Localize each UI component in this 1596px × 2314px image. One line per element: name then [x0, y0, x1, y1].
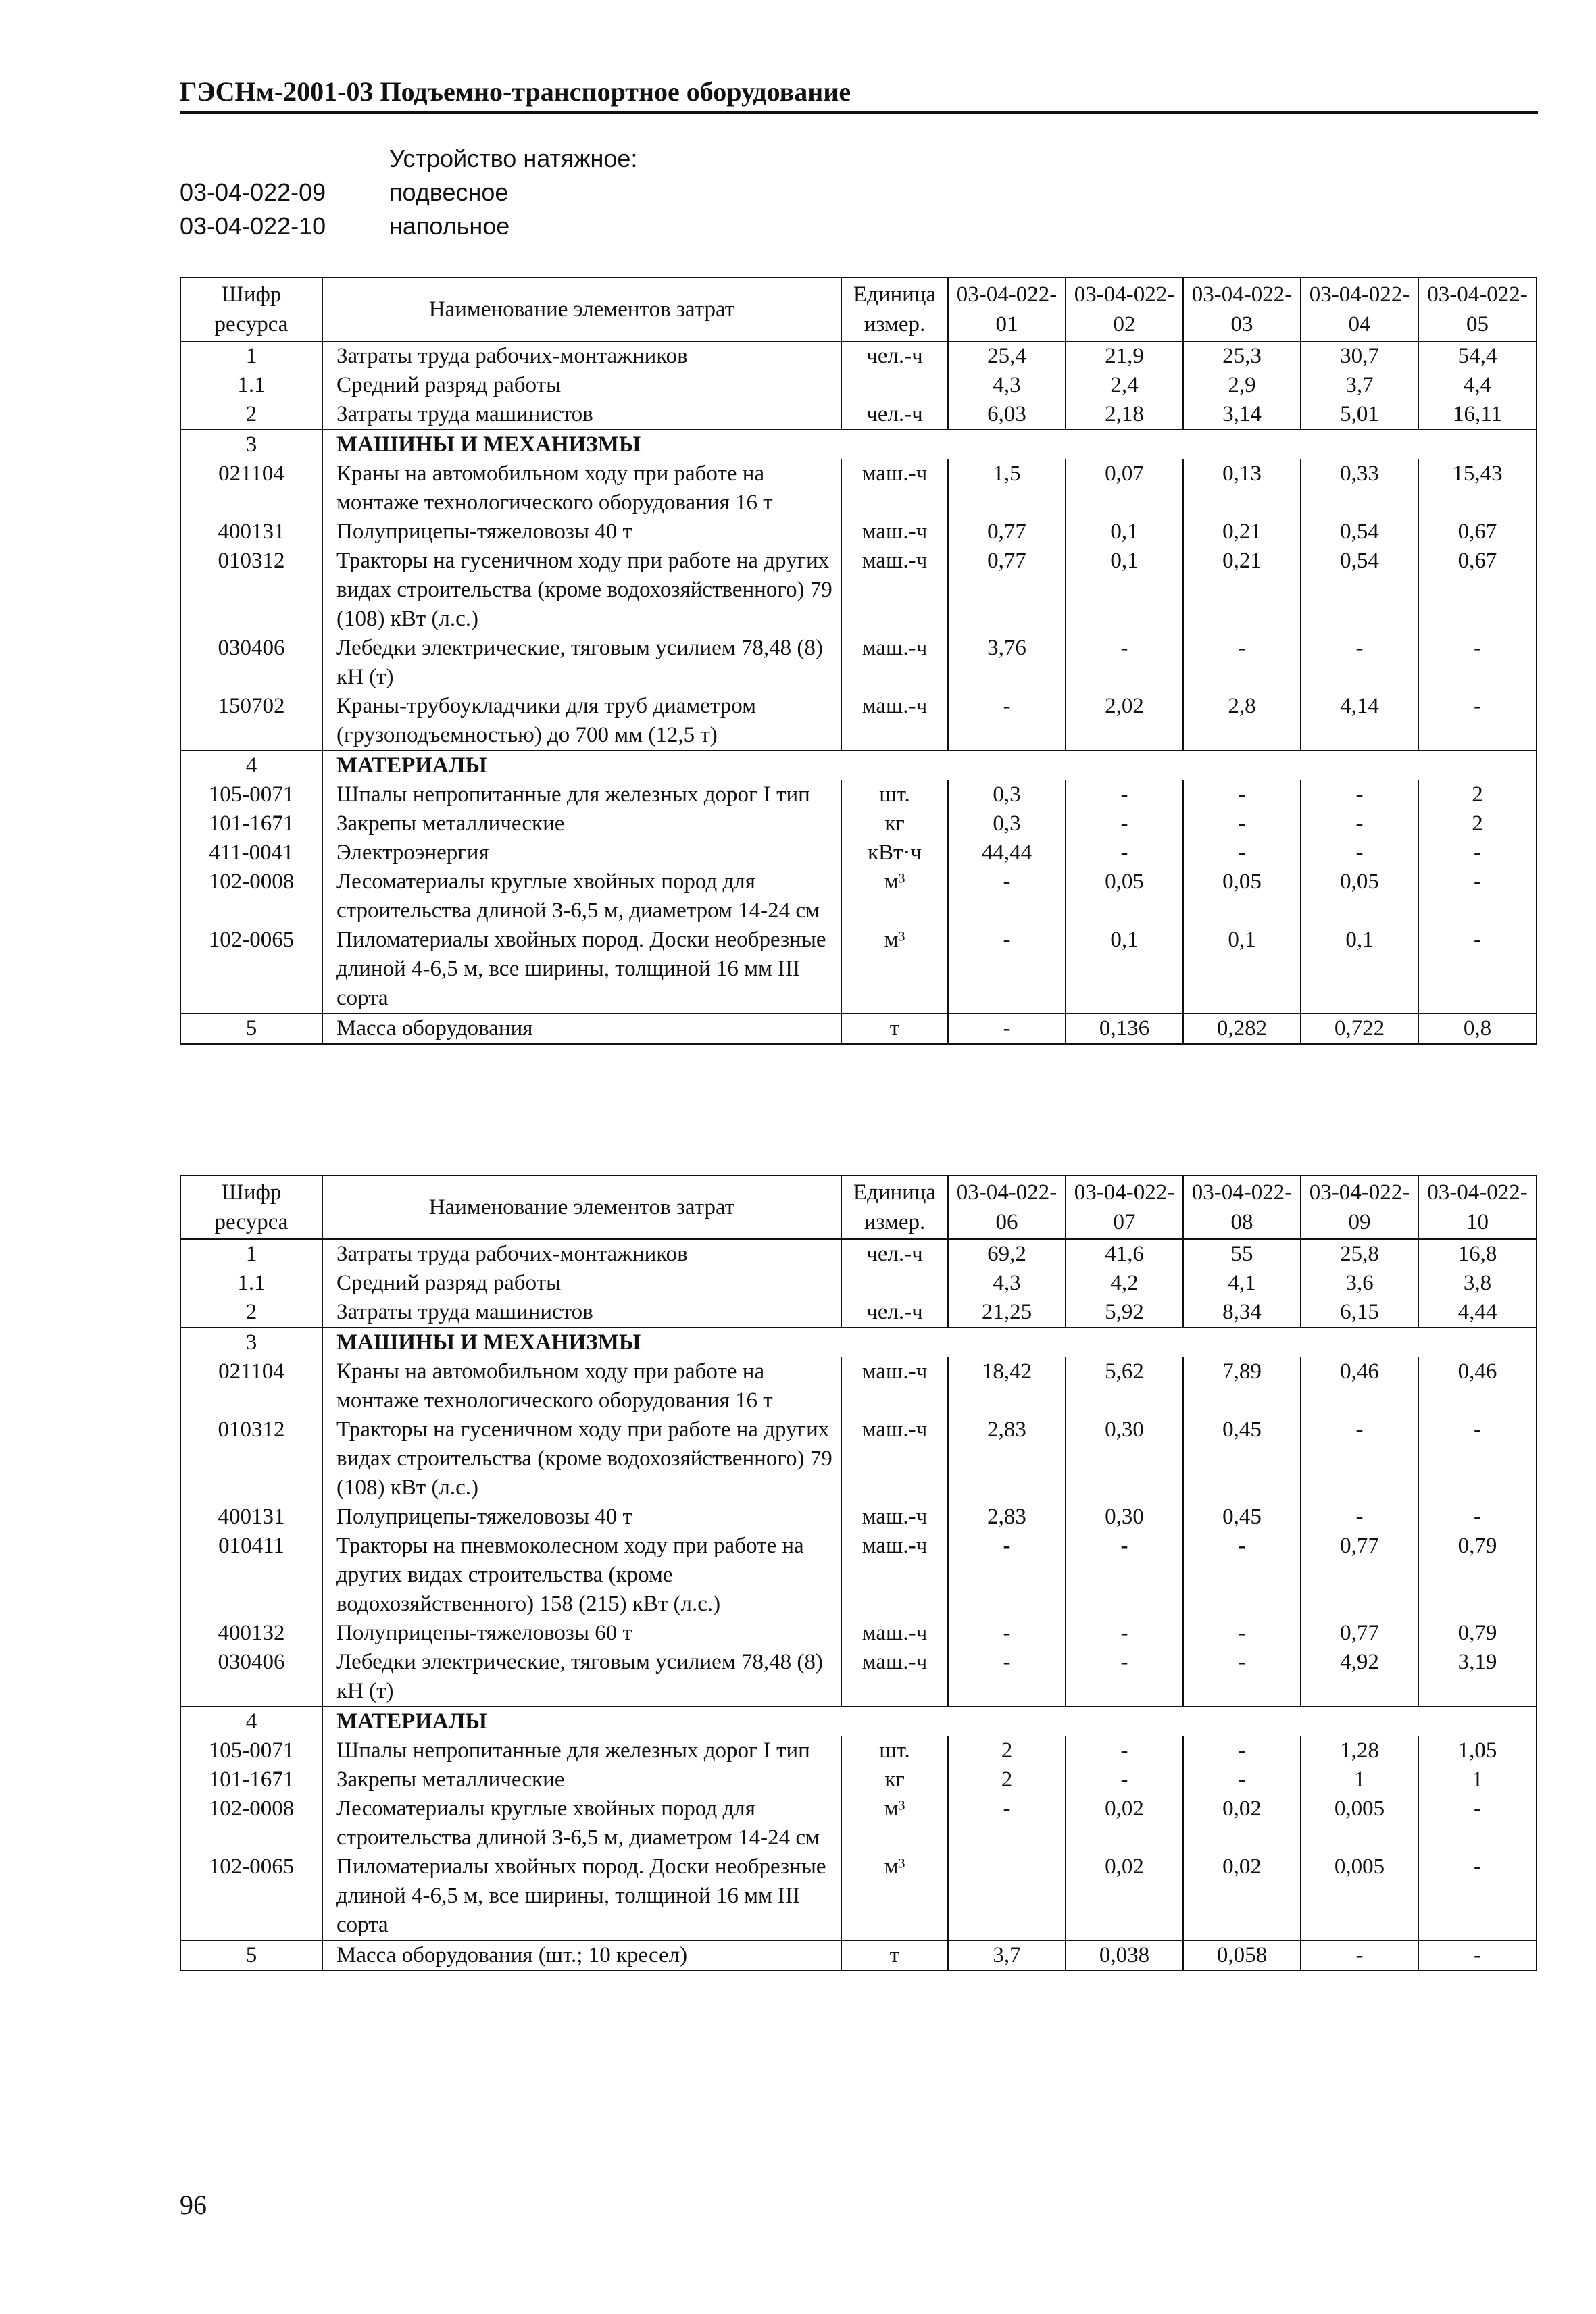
- section-title: МАТЕРИАЛЫ: [322, 1707, 1537, 1736]
- value-cell: 0,1: [1066, 926, 1183, 1013]
- resource-code: 021104: [180, 459, 322, 518]
- value-cell: -: [1183, 1736, 1301, 1765]
- table-row: [180, 547, 1537, 634]
- table-row: [180, 1415, 1537, 1503]
- value-cell: 3,7: [1301, 371, 1418, 400]
- unit: чел.-ч: [841, 400, 948, 430]
- resource-code: 021104: [180, 1357, 322, 1415]
- unit: кВт·ч: [841, 838, 948, 867]
- value-cell: 0,02: [1066, 1853, 1183, 1940]
- resource-code: 2: [180, 400, 322, 430]
- value-cell: -: [1418, 867, 1537, 926]
- value-cell: 4,1: [1183, 1269, 1301, 1298]
- section-row: [180, 1707, 1537, 1736]
- value-cell: 0,30: [1066, 1415, 1183, 1503]
- resource-code: 102-0065: [180, 1853, 322, 1940]
- value-cell: 21,25: [948, 1298, 1066, 1328]
- value-cell: 3,8: [1418, 1269, 1537, 1298]
- value-cell: -: [1418, 1415, 1537, 1503]
- header-column-code: 03-04-022-09: [1301, 1176, 1418, 1239]
- header-column-code: 03-04-022-04: [1301, 278, 1418, 341]
- resource-code: 4: [180, 751, 322, 780]
- value-cell: 0,02: [1183, 1794, 1301, 1853]
- table-row: [180, 371, 1537, 400]
- header-column-code: 03-04-022-03: [1183, 278, 1301, 341]
- value-cell: -: [948, 1648, 1066, 1707]
- header-name: Наименование элементов затрат: [322, 278, 841, 341]
- value-cell: 2: [1418, 780, 1537, 809]
- section-title: МАШИНЫ И МЕХАНИЗМЫ: [322, 430, 1537, 459]
- value-cell: 0,282: [1183, 1013, 1301, 1044]
- value-cell: -: [948, 1794, 1066, 1853]
- unit: маш.-ч: [841, 1503, 948, 1532]
- value-cell: 0,722: [1301, 1013, 1418, 1044]
- header-unit: Единица измер.: [841, 1176, 948, 1239]
- value-cell: 55: [1183, 1239, 1301, 1269]
- value-cell: -: [1183, 809, 1301, 838]
- cost-element-name: Затраты труда машинистов: [322, 400, 841, 430]
- value-cell: 1,5: [948, 459, 1066, 518]
- cost-element-name: Средний разряд работы: [322, 1269, 841, 1298]
- table-row: [180, 809, 1537, 838]
- value-cell: 2,83: [948, 1415, 1066, 1503]
- header-unit: Единица измер.: [841, 278, 948, 341]
- cost-element-name: Краны-трубоукладчики для труб диаметром (грузоподъемностью) до 700 мм (12,5 т): [322, 692, 841, 751]
- value-cell: -: [1183, 780, 1301, 809]
- value-cell: 1: [1301, 1765, 1418, 1794]
- value-cell: 6,03: [948, 400, 1066, 430]
- value-cell: -: [948, 867, 1066, 926]
- value-cell: -: [1301, 838, 1418, 867]
- table-body: [180, 1239, 1537, 1971]
- value-cell: -: [1301, 1415, 1418, 1503]
- value-cell: 4,44: [1418, 1298, 1537, 1328]
- value-cell: 0,67: [1418, 518, 1537, 547]
- value-cell: 0,13: [1183, 459, 1301, 518]
- resource-code: 400132: [180, 1619, 322, 1648]
- resource-table-2: [180, 1175, 1537, 1971]
- resource-code: 1.1: [180, 1269, 322, 1298]
- resource-code: 3: [180, 430, 322, 459]
- value-cell: 2,02: [1066, 692, 1183, 751]
- value-cell: 0,21: [1183, 518, 1301, 547]
- unit: чел.-ч: [841, 1298, 948, 1328]
- value-cell: 1,05: [1418, 1736, 1537, 1765]
- value-cell: 8,34: [1183, 1298, 1301, 1328]
- value-cell: 3,6: [1301, 1269, 1418, 1298]
- value-cell: 44,44: [948, 838, 1066, 867]
- value-cell: 0,45: [1183, 1503, 1301, 1532]
- resource-code: 030406: [180, 1648, 322, 1707]
- value-cell: 0,54: [1301, 518, 1418, 547]
- value-cell: 1: [1418, 1765, 1537, 1794]
- intro-item-name: напольное: [389, 212, 510, 240]
- value-cell: -: [1183, 838, 1301, 867]
- table-row: [180, 1013, 1537, 1044]
- intro-item: [180, 209, 637, 243]
- value-cell: -: [1418, 692, 1537, 751]
- value-cell: 0,77: [1301, 1532, 1418, 1619]
- value-cell: 4,3: [948, 371, 1066, 400]
- value-cell: 0,005: [1301, 1853, 1418, 1940]
- cost-element-name: Тракторы на гусеничном ходу при работе на других видах строительства (кроме водохозяйственного) 79 (108) кВт (л.с.): [322, 547, 841, 634]
- unit: кг: [841, 1765, 948, 1794]
- table-row: [180, 634, 1537, 692]
- value-cell: 5,01: [1301, 400, 1418, 430]
- header-column-code: 03-04-022-06: [948, 1176, 1066, 1239]
- cost-element-name: Масса оборудования (шт.; 10 кресел): [322, 1940, 841, 1971]
- unit: чел.-ч: [841, 1239, 948, 1269]
- unit: кг: [841, 809, 948, 838]
- unit: [841, 371, 948, 400]
- cost-element-name: Краны на автомобильном ходу при работе на монтаже технологического оборудования 16 т: [322, 1357, 841, 1415]
- value-cell: 0,30: [1066, 1503, 1183, 1532]
- resource-code: 5: [180, 1013, 322, 1044]
- value-cell: 0,77: [1301, 1619, 1418, 1648]
- value-cell: 4,14: [1301, 692, 1418, 751]
- cost-element-name: Шпалы непропитанные для железных дорог I тип: [322, 1736, 841, 1765]
- cost-element-name: Закрепы металлические: [322, 809, 841, 838]
- table-row: [180, 1736, 1537, 1765]
- unit: маш.-ч: [841, 692, 948, 751]
- value-cell: 25,8: [1301, 1239, 1418, 1269]
- value-cell: 5,62: [1066, 1357, 1183, 1415]
- cost-element-name: Лесоматериалы круглые хвойных пород для строительства длиной 3-6,5 м, диаметром 14-24 см: [322, 867, 841, 926]
- cost-element-name: Масса оборудования: [322, 1013, 841, 1044]
- intro-item-code: 03-04-022-10: [180, 212, 326, 240]
- unit: т: [841, 1940, 948, 1971]
- value-cell: 0,46: [1418, 1357, 1537, 1415]
- resource-code: 1.1: [180, 371, 322, 400]
- intro-caption: Устройство натяжное:: [389, 145, 638, 172]
- value-cell: -: [1301, 809, 1418, 838]
- value-cell: -: [1066, 780, 1183, 809]
- value-cell: 0,79: [1418, 1619, 1537, 1648]
- cost-element-name: Лебедки электрические, тяговым усилием 78,48 (8) кН (т): [322, 1648, 841, 1707]
- resource-code: 010411: [180, 1532, 322, 1619]
- intro-item: [180, 176, 637, 209]
- header-row: [180, 1176, 1537, 1239]
- table-row: [180, 780, 1537, 809]
- cost-element-name: Пиломатериалы хвойных пород. Доски необрезные длиной 4-6,5 м, все ширины, толщиной 16 мм III сорта: [322, 1853, 841, 1940]
- unit: маш.-ч: [841, 1619, 948, 1648]
- value-cell: -: [1066, 1619, 1183, 1648]
- value-cell: 0,05: [1301, 867, 1418, 926]
- resource-code: 105-0071: [180, 780, 322, 809]
- value-cell: 2,4: [1066, 371, 1183, 400]
- table-row: [180, 1357, 1537, 1415]
- value-cell: -: [948, 692, 1066, 751]
- table-row: [180, 1940, 1537, 1971]
- value-cell: -: [1066, 634, 1183, 692]
- value-cell: 0,136: [1066, 1013, 1183, 1044]
- resource-code: 102-0008: [180, 867, 322, 926]
- value-cell: -: [1183, 1532, 1301, 1619]
- value-cell: 0,1: [1301, 926, 1418, 1013]
- unit: шт.: [841, 780, 948, 809]
- value-cell: 6,15: [1301, 1298, 1418, 1328]
- value-cell: -: [1418, 1853, 1537, 1940]
- value-cell: 16,11: [1418, 400, 1537, 430]
- value-cell: -: [1183, 1619, 1301, 1648]
- cost-element-name: Пиломатериалы хвойных пород. Доски необрезные длиной 4-6,5 м, все ширины, толщиной 16 мм III сорта: [322, 926, 841, 1013]
- unit: т: [841, 1013, 948, 1044]
- value-cell: -: [1066, 1765, 1183, 1794]
- header-name: Наименование элементов затрат: [322, 1176, 841, 1239]
- table-row: [180, 1648, 1537, 1707]
- value-cell: 21,9: [1066, 341, 1183, 371]
- value-cell: 0,46: [1301, 1357, 1418, 1415]
- value-cell: -: [1301, 780, 1418, 809]
- value-cell: 0,1: [1066, 547, 1183, 634]
- resource-code: 101-1671: [180, 809, 322, 838]
- table-row: [180, 400, 1537, 430]
- cost-element-name: Полуприцепы-тяжеловозы 60 т: [322, 1619, 841, 1648]
- unit: м³: [841, 1853, 948, 1940]
- resource-code: 3: [180, 1328, 322, 1357]
- table-header: [180, 1176, 1537, 1239]
- header-code: Шифр ресурса: [180, 278, 322, 341]
- value-cell: 2,9: [1183, 371, 1301, 400]
- resource-code: 2: [180, 1298, 322, 1328]
- header-column-code: 03-04-022-10: [1418, 1176, 1537, 1239]
- unit: маш.-ч: [841, 634, 948, 692]
- section-title: МАШИНЫ И МЕХАНИЗМЫ: [322, 1328, 1537, 1357]
- resource-code: 1: [180, 1239, 322, 1269]
- cost-element-name: Лебедки электрические, тяговым усилием 78,48 (8) кН (т): [322, 634, 841, 692]
- value-cell: -: [1066, 838, 1183, 867]
- value-cell: -: [948, 1013, 1066, 1044]
- cost-element-name: Тракторы на гусеничном ходу при работе на других видах строительства (кроме водохозяйственного) 79 (108) кВт (л.с.): [322, 1415, 841, 1503]
- table-row: [180, 459, 1537, 518]
- cost-element-name: Лесоматериалы круглые хвойных пород для строительства длиной 3-6,5 м, диаметром 14-24 см: [322, 1794, 841, 1853]
- value-cell: -: [1183, 1648, 1301, 1707]
- value-cell: 18,42: [948, 1357, 1066, 1415]
- table-row: [180, 692, 1537, 751]
- value-cell: 0,05: [1183, 867, 1301, 926]
- unit: м³: [841, 1794, 948, 1853]
- cost-element-name: Тракторы на пневмоколесном ходу при работе на других видах строительства (кроме водохозяйственного) 158 (215) кВт (л.с.): [322, 1532, 841, 1619]
- header-code: Шифр ресурса: [180, 1176, 322, 1239]
- value-cell: -: [1183, 634, 1301, 692]
- value-cell: 0,3: [948, 809, 1066, 838]
- value-cell: -: [1183, 1765, 1301, 1794]
- unit: маш.-ч: [841, 1357, 948, 1415]
- value-cell: -: [948, 1619, 1066, 1648]
- value-cell: -: [1418, 1794, 1537, 1853]
- unit: маш.-ч: [841, 1648, 948, 1707]
- unit: маш.-ч: [841, 518, 948, 547]
- value-cell: 0,038: [1066, 1940, 1183, 1971]
- value-cell: 4,2: [1066, 1269, 1183, 1298]
- resource-code: 030406: [180, 634, 322, 692]
- section-row: [180, 1328, 1537, 1357]
- value-cell: -: [1301, 634, 1418, 692]
- value-cell: [948, 1853, 1066, 1940]
- value-cell: 3,19: [1418, 1648, 1537, 1707]
- value-cell: 15,43: [1418, 459, 1537, 518]
- table-row: [180, 341, 1537, 371]
- table-row: [180, 1619, 1537, 1648]
- value-cell: 25,3: [1183, 341, 1301, 371]
- resource-code: 010312: [180, 547, 322, 634]
- cost-element-name: Полуприцепы-тяжеловозы 40 т: [322, 1503, 841, 1532]
- table-header: [180, 278, 1537, 341]
- value-cell: 4,92: [1301, 1648, 1418, 1707]
- value-cell: -: [1418, 1940, 1537, 1971]
- value-cell: 54,4: [1418, 341, 1537, 371]
- unit: м³: [841, 926, 948, 1013]
- intro-block: [180, 142, 637, 243]
- value-cell: 0,67: [1418, 547, 1537, 634]
- section-title: МАТЕРИАЛЫ: [322, 751, 1537, 780]
- cost-element-name: Краны на автомобильном ходу при работе на монтаже технологического оборудования 16 т: [322, 459, 841, 518]
- cost-element-name: Затраты труда рабочих-монтажников: [322, 1239, 841, 1269]
- value-cell: -: [1418, 1503, 1537, 1532]
- table-row: [180, 1765, 1537, 1794]
- value-cell: 2,8: [1183, 692, 1301, 751]
- value-cell: 0,77: [948, 547, 1066, 634]
- unit: маш.-ч: [841, 459, 948, 518]
- resource-code: 400131: [180, 1503, 322, 1532]
- value-cell: 0,07: [1066, 459, 1183, 518]
- resource-code: 411-0041: [180, 838, 322, 867]
- value-cell: 1,28: [1301, 1736, 1418, 1765]
- table-row: [180, 1532, 1537, 1619]
- value-cell: -: [948, 926, 1066, 1013]
- cost-element-name: Полуприцепы-тяжеловозы 40 т: [322, 518, 841, 547]
- document-title: ГЭСНм-2001-03 Подъемно-транспортное оборудование: [180, 76, 851, 107]
- resource-code: 150702: [180, 692, 322, 751]
- header-column-code: 03-04-022-05: [1418, 278, 1537, 341]
- resource-code: 105-0071: [180, 1736, 322, 1765]
- value-cell: 0,45: [1183, 1415, 1301, 1503]
- table-row: [180, 1269, 1537, 1298]
- table-row: [180, 1239, 1537, 1269]
- cost-element-name: Средний разряд работы: [322, 371, 841, 400]
- unit: м³: [841, 867, 948, 926]
- page-number: 96: [180, 2190, 207, 2220]
- intro-item-code: 03-04-022-09: [180, 178, 326, 206]
- value-cell: 2: [948, 1736, 1066, 1765]
- header-row: [180, 278, 1537, 341]
- value-cell: 41,6: [1066, 1239, 1183, 1269]
- value-cell: 2,83: [948, 1503, 1066, 1532]
- value-cell: -: [1301, 1503, 1418, 1532]
- value-cell: 0,1: [1066, 518, 1183, 547]
- value-cell: 0,77: [948, 518, 1066, 547]
- value-cell: 30,7: [1301, 341, 1418, 371]
- resource-code: 010312: [180, 1415, 322, 1503]
- value-cell: 5,92: [1066, 1298, 1183, 1328]
- value-cell: 0,8: [1418, 1013, 1537, 1044]
- unit: шт.: [841, 1736, 948, 1765]
- unit: чел.-ч: [841, 341, 948, 371]
- header-column-code: 03-04-022-07: [1066, 1176, 1183, 1239]
- value-cell: -: [1066, 1736, 1183, 1765]
- table-row: [180, 838, 1537, 867]
- value-cell: 0,005: [1301, 1794, 1418, 1853]
- resource-code: 4: [180, 1707, 322, 1736]
- table-row: [180, 518, 1537, 547]
- value-cell: 0,33: [1301, 459, 1418, 518]
- value-cell: -: [1418, 838, 1537, 867]
- value-cell: 25,4: [948, 341, 1066, 371]
- page-header: [180, 76, 1538, 114]
- cost-element-name: Затраты труда машинистов: [322, 1298, 841, 1328]
- value-cell: -: [1066, 809, 1183, 838]
- unit: маш.-ч: [841, 547, 948, 634]
- value-cell: -: [1066, 1532, 1183, 1619]
- header-column-code: 03-04-022-01: [948, 278, 1066, 341]
- intro-item-name: подвесное: [389, 178, 509, 206]
- value-cell: 0,05: [1066, 867, 1183, 926]
- unit: [841, 1269, 948, 1298]
- value-cell: 0,058: [1183, 1940, 1301, 1971]
- value-cell: 0,3: [948, 780, 1066, 809]
- value-cell: 0,1: [1183, 926, 1301, 1013]
- value-cell: 0,54: [1301, 547, 1418, 634]
- value-cell: 0,02: [1183, 1853, 1301, 1940]
- resource-code: 102-0008: [180, 1794, 322, 1853]
- resource-code: 101-1671: [180, 1765, 322, 1794]
- resource-code: 5: [180, 1940, 322, 1971]
- value-cell: -: [948, 1532, 1066, 1619]
- value-cell: 4,3: [948, 1269, 1066, 1298]
- value-cell: 4,4: [1418, 371, 1537, 400]
- value-cell: 16,8: [1418, 1239, 1537, 1269]
- resource-code: 102-0065: [180, 926, 322, 1013]
- cost-element-name: Закрепы металлические: [322, 1765, 841, 1794]
- value-cell: 2: [1418, 809, 1537, 838]
- value-cell: -: [1418, 634, 1537, 692]
- unit: маш.-ч: [841, 1532, 948, 1619]
- value-cell: 2,18: [1066, 400, 1183, 430]
- value-cell: 0,02: [1066, 1794, 1183, 1853]
- cost-element-name: Электроэнергия: [322, 838, 841, 867]
- table-row: [180, 1503, 1537, 1532]
- value-cell: 3,76: [948, 634, 1066, 692]
- value-cell: 2: [948, 1765, 1066, 1794]
- section-row: [180, 430, 1537, 459]
- table-body: [180, 341, 1537, 1044]
- value-cell: 69,2: [948, 1239, 1066, 1269]
- value-cell: 0,21: [1183, 547, 1301, 634]
- value-cell: -: [1301, 1940, 1418, 1971]
- value-cell: -: [1418, 926, 1537, 1013]
- table-row: [180, 1298, 1537, 1328]
- value-cell: 7,89: [1183, 1357, 1301, 1415]
- header-column-code: 03-04-022-02: [1066, 278, 1183, 341]
- header-column-code: 03-04-022-08: [1183, 1176, 1301, 1239]
- resource-code: 1: [180, 341, 322, 371]
- section-row: [180, 751, 1537, 780]
- resource-table-1: [180, 277, 1537, 1045]
- value-cell: 3,14: [1183, 400, 1301, 430]
- table-row: [180, 1794, 1537, 1853]
- value-cell: -: [1066, 1648, 1183, 1707]
- unit: маш.-ч: [841, 1415, 948, 1503]
- resource-code: 400131: [180, 518, 322, 547]
- cost-element-name: Шпалы непропитанные для железных дорог I тип: [322, 780, 841, 809]
- table-row: [180, 867, 1537, 926]
- value-cell: 0,79: [1418, 1532, 1537, 1619]
- value-cell: 3,7: [948, 1940, 1066, 1971]
- cost-element-name: Затраты труда рабочих-монтажников: [322, 341, 841, 371]
- table-row: [180, 1853, 1537, 1940]
- table-row: [180, 926, 1537, 1013]
